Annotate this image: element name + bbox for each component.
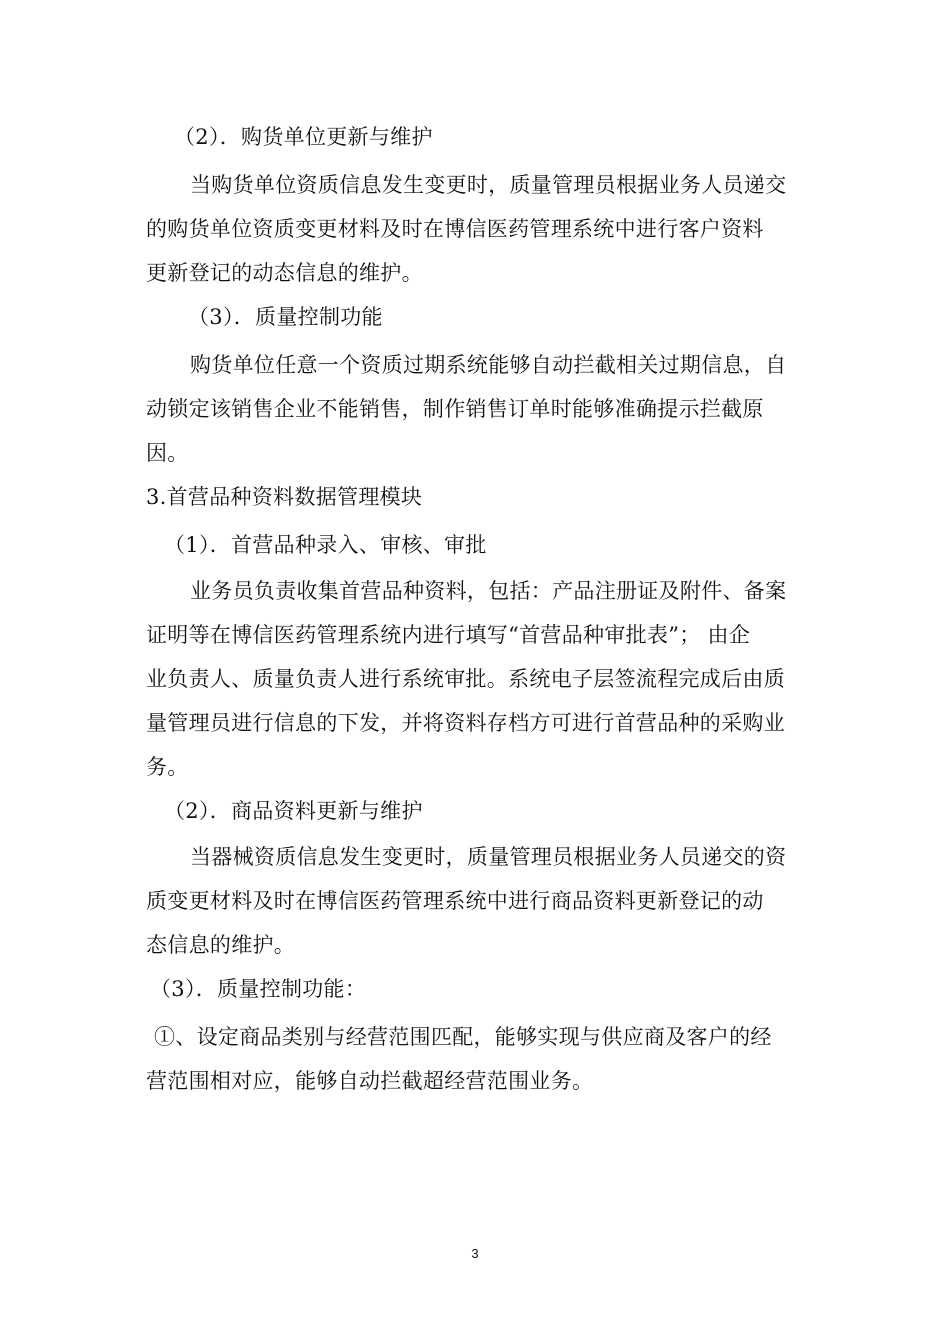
paragraph-line: 证明等在博信医药管理系统内进行填写“首营品种审批表”； 由企	[146, 623, 751, 647]
paragraph-line: 当器械资质信息发生变更时，质量管理员根据业务人员递交的资	[190, 845, 787, 869]
heading-first-product-entry: （1）．首营品种录入、审核、审批	[164, 533, 487, 557]
heading-quality-control: （3）．质量控制功能	[188, 305, 383, 329]
paragraph-line: 更新登记的动态信息的维护。	[146, 261, 423, 285]
paragraph-line: ①、设定商品类别与经营范围匹配，能够实现与供应商及客户的经	[154, 1025, 772, 1049]
paragraph-line: 质变更材料及时在博信医药管理系统中进行商品资料更新登记的动	[146, 889, 764, 913]
heading-product-update: （2）．商品资料更新与维护	[164, 799, 423, 823]
paragraph-line: 量管理员进行信息的下发，并将资料存档方可进行首营品种的采购业	[146, 711, 785, 735]
paragraph-line: 务。	[146, 755, 189, 779]
section-title-first-product-module: 3.首营品种资料数据管理模块	[146, 485, 423, 509]
heading-customer-update: （2）．购货单位更新与维护	[174, 125, 433, 149]
paragraph-line: 当购货单位资质信息发生变更时，质量管理员根据业务人员递交	[190, 173, 787, 197]
paragraph-line: 业务员负责收集首营品种资料，包括：产品注册证及附件、备案	[190, 579, 787, 603]
paragraph-line: 态信息的维护。	[146, 933, 296, 957]
heading-quality-control-product: （3）．质量控制功能：	[150, 977, 367, 1001]
paragraph-line: 因。	[146, 441, 189, 465]
paragraph-line: 动锁定该销售企业不能销售，制作销售订单时能够准确提示拦截原	[146, 397, 764, 421]
paragraph-line: 营范围相对应，能够自动拦截超经营范围业务。	[146, 1069, 594, 1093]
paragraph-line: 的购货单位资质变更材料及时在博信医药管理系统中进行客户资料	[146, 217, 764, 241]
paragraph-line: 业负责人、质量负责人进行系统审批。系统电子层签流程完成后由质	[146, 667, 785, 691]
page-number: 3	[471, 1246, 479, 1261]
paragraph-line: 购货单位任意一个资质过期系统能够自动拦截相关过期信息，自	[190, 353, 787, 377]
